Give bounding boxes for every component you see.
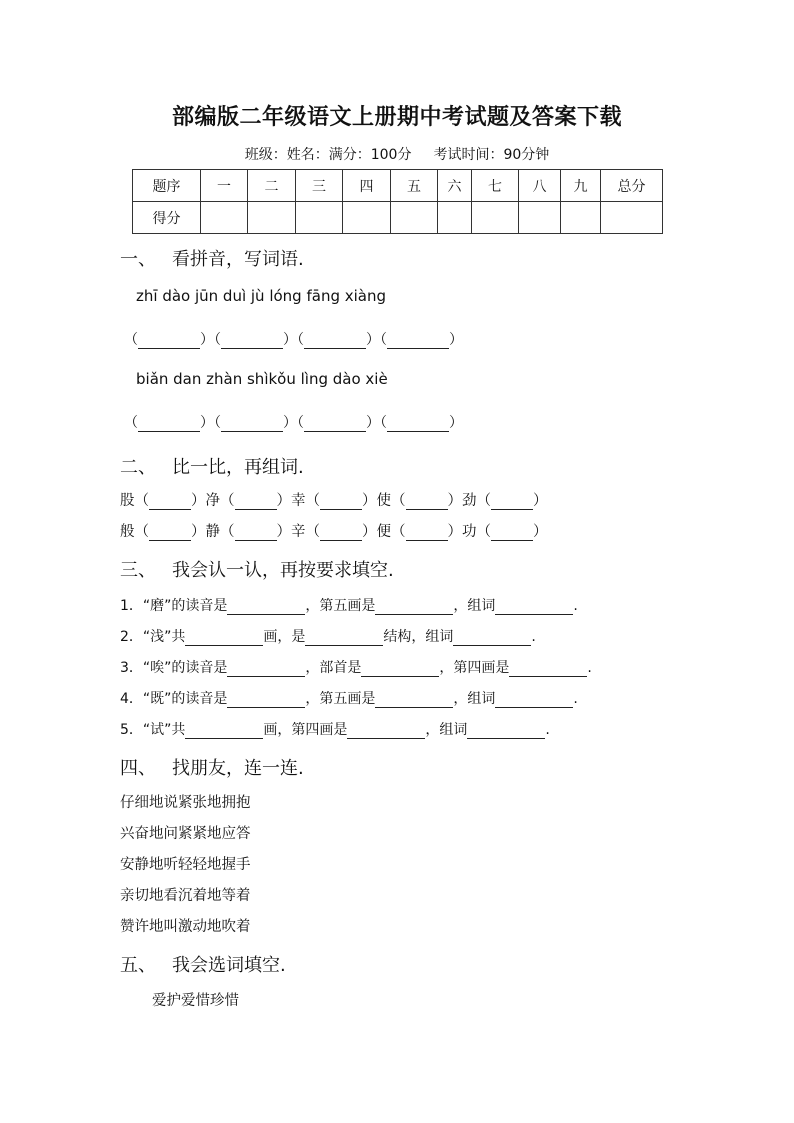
pinyin-line-1: zhī dào jūn duì jù lóng fāng xiàng (136, 287, 387, 305)
question-text: . (531, 629, 536, 645)
section-number: 一、 (120, 249, 156, 270)
exam-time: 考试时间：90分钟 (433, 147, 550, 163)
question-1 (120, 595, 578, 615)
answer-blank[interactable] (320, 509, 362, 510)
answer-blank[interactable] (375, 707, 453, 708)
score-header-cell: 九 (561, 170, 601, 202)
answer-blank[interactable] (387, 431, 449, 432)
match-line: 赞许地叫激动地吹着 (120, 919, 251, 935)
answer-blank[interactable] (138, 431, 200, 432)
section-title: 我会选词填空. (172, 955, 286, 976)
answer-blank[interactable] (138, 348, 200, 349)
score-cell[interactable] (343, 202, 391, 234)
answer-blank[interactable] (495, 707, 573, 708)
compare-row-2: 般（ ）静（ ）辛（ ）便（ ）功（ ） (120, 524, 548, 540)
word-choices: 爱护爱惜珍惜 (152, 993, 239, 1009)
answer-blank[interactable] (375, 614, 453, 615)
question-text: 画，是 (263, 629, 306, 645)
answer-blank[interactable] (495, 614, 573, 615)
score-value-row (133, 202, 663, 234)
score-header-cell: 一 (201, 170, 248, 202)
score-cell[interactable] (248, 202, 296, 234)
question-2 (120, 626, 536, 646)
answer-blank[interactable] (221, 348, 283, 349)
answer-blank[interactable] (185, 738, 263, 739)
section-title: 比一比，再组词. (172, 457, 304, 478)
answer-blank[interactable] (509, 676, 587, 677)
answer-blank[interactable] (387, 348, 449, 349)
section-title: 我会认一认，再按要求填空. (172, 560, 394, 581)
score-cell[interactable] (438, 202, 472, 234)
question-text: . (545, 722, 550, 738)
question-text: 2．“浅”共 (120, 629, 186, 645)
answer-blank[interactable] (467, 738, 545, 739)
answer-blank[interactable] (453, 645, 531, 646)
character: 功 (462, 524, 477, 540)
score-header-cell: 三 (296, 170, 343, 202)
pinyin-line-2: biǎn dan zhàn shìkǒu lìng dào xiè (136, 370, 388, 388)
answer-blank[interactable] (227, 676, 305, 677)
score-header-row (133, 170, 663, 202)
answer-blank[interactable] (491, 540, 533, 541)
question-4 (120, 688, 578, 708)
score-header-cell: 八 (519, 170, 561, 202)
answer-blank[interactable] (221, 431, 283, 432)
answer-blank[interactable] (227, 707, 305, 708)
character: 股 (120, 493, 135, 509)
question-text: ，第五画是 (305, 691, 376, 707)
character: 使 (376, 493, 391, 509)
answer-blank[interactable] (320, 540, 362, 541)
score-header-cell: 四 (343, 170, 391, 202)
score-cell[interactable] (296, 202, 343, 234)
section3-heading (120, 556, 394, 582)
character: 般 (120, 524, 135, 540)
section-title: 看拼音，写词语. (172, 249, 304, 270)
answer-blank[interactable] (361, 676, 439, 677)
question-text: ，部首是 (305, 660, 362, 676)
answer-blanks-1: （ ）（ ）（ ）（ ） (124, 332, 463, 348)
question-text: 5．“试”共 (120, 722, 186, 738)
score-cell[interactable] (519, 202, 561, 234)
answer-blanks-2: （ ）（ ）（ ）（ ） (124, 415, 463, 431)
page-title: 部编版二年级语文上册期中考试题及答案下载 (171, 104, 622, 130)
answer-blank[interactable] (347, 738, 425, 739)
question-text: . (573, 691, 578, 707)
character: 劲 (462, 493, 477, 509)
answer-blank[interactable] (305, 645, 383, 646)
answer-blank[interactable] (227, 614, 305, 615)
class-name-score: 班级：姓名：满分：100分 (244, 147, 412, 163)
question-text: 画，第四画是 (263, 722, 348, 738)
score-cell[interactable] (472, 202, 519, 234)
question-text: 1．“磨”的读音是 (120, 598, 228, 614)
answer-blank[interactable] (406, 509, 448, 510)
question-text: 4．“既”的读音是 (120, 691, 228, 707)
section5-heading (120, 951, 286, 977)
answer-blank[interactable] (149, 509, 191, 510)
match-line: 安静地听轻轻地握手 (120, 857, 251, 873)
answer-blank[interactable] (185, 645, 263, 646)
compare-row-1: 股（ ）净（ ）幸（ ）使（ ）劲（ ） (120, 493, 548, 509)
score-row-label: 得分 (133, 202, 201, 234)
answer-blank[interactable] (235, 509, 277, 510)
question-text: ，第四画是 (439, 660, 510, 676)
match-line: 兴奋地问紧紧地应答 (120, 826, 251, 842)
character: 便 (376, 524, 391, 540)
score-table (132, 169, 663, 234)
answer-blank[interactable] (149, 540, 191, 541)
question-text: . (587, 660, 592, 676)
section4-heading (120, 754, 304, 780)
score-header-cell: 总分 (601, 170, 663, 202)
question-text: ，组词 (453, 691, 496, 707)
character: 净 (205, 493, 220, 509)
score-header-cell: 题序 (133, 170, 201, 202)
section-title: 找朋友，连一连. (172, 758, 304, 779)
character: 辛 (291, 524, 306, 540)
score-cell[interactable] (201, 202, 248, 234)
answer-blank[interactable] (304, 431, 366, 432)
score-cell[interactable] (561, 202, 601, 234)
score-header-cell: 五 (391, 170, 438, 202)
question-text: 3．“唉”的读音是 (120, 660, 228, 676)
answer-blank[interactable] (406, 540, 448, 541)
exam-info (0, 144, 794, 164)
score-cell[interactable] (601, 202, 663, 234)
score-header-cell: 七 (472, 170, 519, 202)
section2-heading (120, 453, 304, 479)
section-number: 三、 (120, 560, 156, 581)
question-text: . (573, 598, 578, 614)
question-5 (120, 719, 550, 739)
question-text: 结构，组词 (383, 629, 454, 645)
section1-heading (120, 245, 304, 271)
question-text: ，第五画是 (305, 598, 376, 614)
section-number: 五、 (120, 955, 156, 976)
section-number: 四、 (120, 758, 156, 779)
question-text: ，组词 (453, 598, 496, 614)
question-3 (120, 657, 592, 677)
match-line: 亲切地看沉着地等着 (120, 888, 251, 904)
answer-blank[interactable] (304, 348, 366, 349)
match-line: 仔细地说紧张地拥抱 (120, 795, 251, 811)
score-header-cell: 二 (248, 170, 296, 202)
character: 静 (205, 524, 220, 540)
character: 幸 (291, 493, 306, 509)
score-header-cell: 六 (438, 170, 472, 202)
score-cell[interactable] (391, 202, 438, 234)
question-text: ，组词 (425, 722, 468, 738)
section-number: 二、 (120, 457, 156, 478)
answer-blank[interactable] (235, 540, 277, 541)
answer-blank[interactable] (491, 509, 533, 510)
